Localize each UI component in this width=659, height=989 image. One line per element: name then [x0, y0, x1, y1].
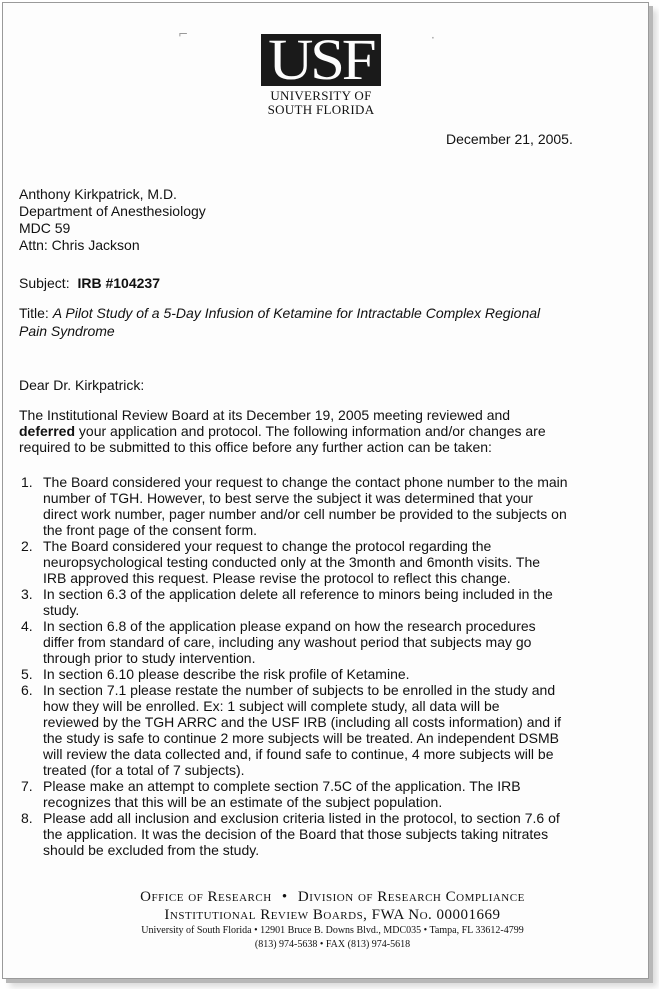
requirement-number: 4. [21, 618, 33, 634]
logo-university-of: UNIVERSITY OF [270, 88, 372, 103]
requirement-text-line: direct work number, pager number and/or cell number be provided to the subjects on [43, 506, 567, 522]
recipient-address [19, 186, 206, 254]
requirement-text-line: how they will be enrolled. Ex: 1 subject will complete study, all data will be [43, 698, 500, 714]
recipient-department: Department of Anesthesiology [19, 203, 206, 219]
requirement-text-line: In section 7.1 please restate the number of subjects to be enrolled in the study and [43, 682, 556, 698]
footer-irb-line: Institutional Review Boards, FWA No. 00001669 [164, 907, 501, 923]
title-label: Title: [19, 305, 49, 321]
usf-logo [261, 27, 381, 117]
requirement-text-line: reviewed by the TGH ARRC and the USF IRB (including all costs information) and if [43, 714, 561, 730]
requirement-text-line: should be excluded from the study. [43, 842, 260, 858]
requirement-item [3, 810, 568, 858]
usf-logo-mark: USF [261, 34, 381, 86]
footer-phone-line: (813) 974-5638 • FAX (813) 974-5618 [254, 939, 411, 950]
title-block [19, 305, 540, 339]
requirement-text-line: The Board considered your request to change the contact phone number to the main [43, 474, 568, 490]
requirement-text-line: In section 6.3 of the application delete all reference to minors being included in the [43, 586, 553, 602]
requirement-item [3, 538, 568, 586]
subject-label: Subject: [19, 275, 70, 291]
requirement-text-line: number of TGH. However, to best serve the subject it was determined that your [43, 490, 533, 506]
requirement-number: 7. [21, 778, 33, 794]
requirement-number: 8. [21, 810, 33, 826]
requirement-text-line: the study is safe to continue 2 more subjects will be treated. An independent DSMB [43, 730, 559, 746]
requirement-item [3, 474, 568, 538]
requirement-item [3, 618, 568, 666]
requirement-number: 1. [21, 474, 33, 490]
logo-south-florida: SOUTH FLORIDA [267, 102, 375, 117]
requirement-text-line: IRB approved this request. Please revise the protocol to reflect this change. [43, 570, 511, 586]
intro-line-1: The Institutional Review Board at its December 19, 2005 meeting reviewed and [19, 407, 511, 423]
requirement-text-line: Please make an attempt to complete section 7.5C of the application. The IRB [43, 778, 521, 794]
requirement-text-line: through prior to study intervention. [43, 650, 256, 666]
requirement-text-line: recognizes that this will be an estimate of the subject population. [43, 794, 443, 810]
requirement-item [3, 682, 568, 778]
title-line-1: A Pilot Study of a 5-Day Infusion of Ketamine for Intractable Complex Regional [52, 305, 541, 321]
subject-value: IRB #104237 [77, 275, 160, 291]
requirement-number: 3. [21, 586, 33, 602]
requirements-list [3, 474, 568, 858]
requirement-text-line: Please add all inclusion and exclusion criteria listed in the protocol, to section 7.6 of [43, 810, 560, 826]
requirement-text-line: treated (for a total of 7 subjects). [43, 762, 245, 778]
requirement-text-line: differ from standard of care, including any washout period that subjects may go [43, 634, 532, 650]
title-line-2: Pain Syndrome [19, 323, 115, 339]
requirement-number: 6. [21, 682, 33, 698]
requirement-text-line: neuropsychological testing conducted only at the 3month and 6month visits. The [43, 554, 541, 570]
scan-speck: ⌐ [178, 27, 189, 41]
requirement-number: 5. [21, 666, 33, 682]
letter-page [2, 2, 649, 979]
scan-speck: · [431, 31, 435, 45]
letter-date: December 21, 2005. [446, 131, 573, 147]
requirement-item [3, 586, 568, 618]
requirement-text-line: study. [43, 602, 80, 618]
subject-line [19, 275, 160, 291]
footer-office-line: Office of Research • Division of Research Compliance [140, 889, 525, 905]
intro-paragraph [19, 407, 546, 455]
salutation: Dear Dr. Kirkpatrick: [19, 377, 145, 393]
intro-line-3: required to be submitted to this office before any further action can be taken: [19, 439, 492, 455]
requirement-text-line: the application. It was the decision of the Board that those subjects taking nitrates [43, 826, 549, 842]
intro-line-2: deferred your application and protocol. The following information and/or changes are [19, 423, 546, 439]
requirement-item [3, 778, 568, 810]
recipient-name: Anthony Kirkpatrick, M.D. [19, 186, 177, 202]
requirement-item [3, 666, 568, 682]
requirement-text-line: The Board considered your request to change the protocol regarding the [43, 538, 492, 554]
footer-address-line: University of South Florida • 12901 Bruce B. Downs Blvd., MDC035 • Tampa, FL 33612-4799 [141, 925, 524, 936]
requirement-text-line: In section 6.10 please describe the risk profile of Ketamine. [43, 666, 410, 682]
requirement-number: 2. [21, 538, 33, 554]
recipient-mdc: MDC 59 [19, 220, 71, 236]
requirement-text-line: will review the data collected and, if found safe to continue, 4 more subjects will be [43, 746, 554, 762]
recipient-attn: Attn: Chris Jackson [19, 237, 140, 253]
requirement-text-line: the front page of the consent form. [43, 522, 258, 538]
requirement-text-line: In section 6.8 of the application please expand on how the research procedures [43, 618, 536, 634]
